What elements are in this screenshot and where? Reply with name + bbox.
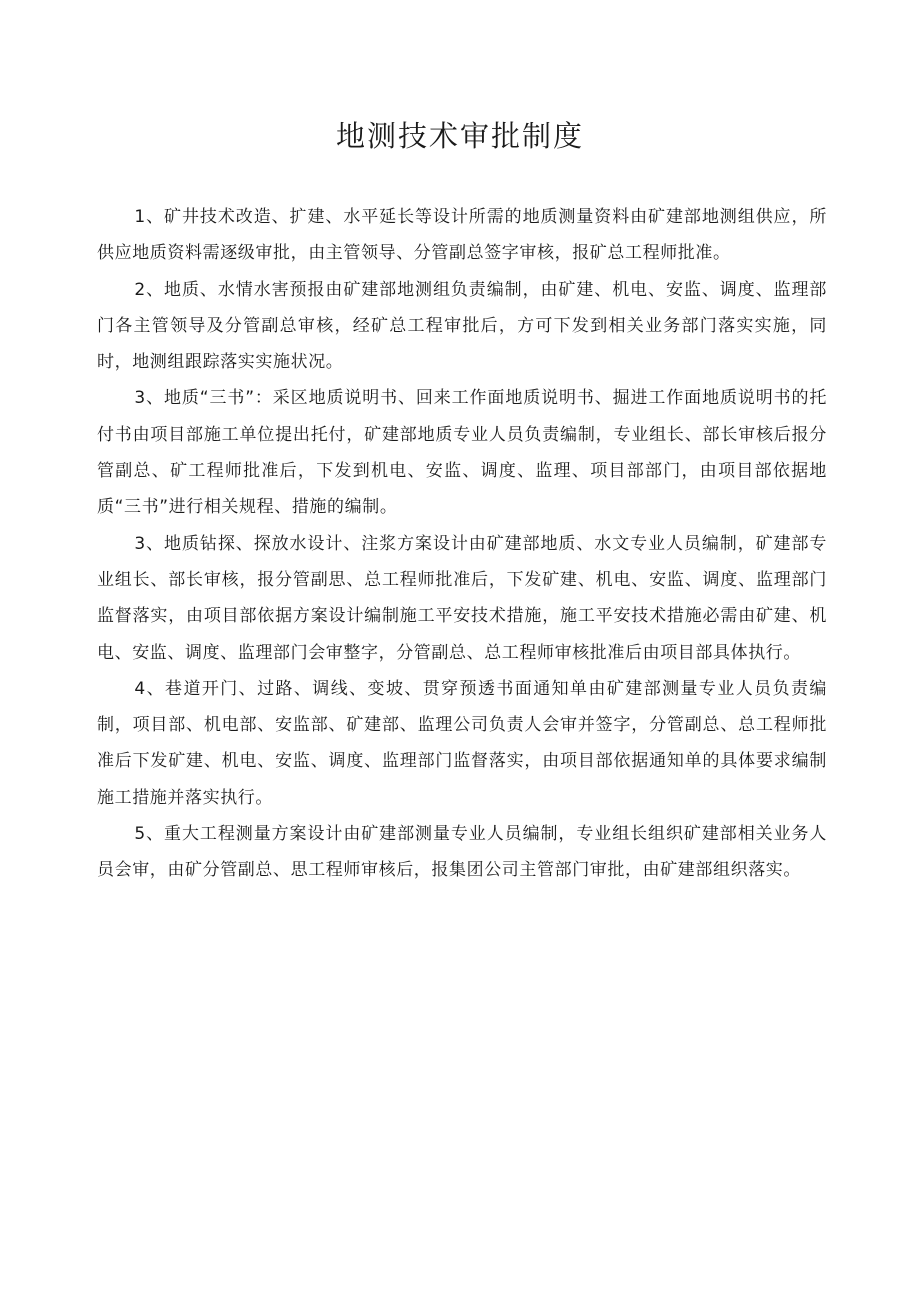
paragraph-5: 4、巷道开门、过路、调线、变坡、贯穿预透书面通知单由矿建部测量专业人员负责编制，项目部、机电部、安监部、矿建部、监理公司负责人会审并签字，分管副总、总工程师批准后下发矿建、机电、安监、调度、监理部门监督落实，由项目部依据通知单的具体要求编制施工措施并落实执行。 — [97, 678, 827, 808]
paragraph-1: 1、矿井技术改造、扩建、水平延长等设计所需的地质测量资料由矿建部地测组供应，所供应地质资料需逐级审批，由主管领导、分管副总签字审核，报矿总工程师批准。 — [97, 207, 827, 264]
paragraph-3: 3、地质“三书”：采区地质说明书、回来工作面地质说明书、掘进工作面地质说明书的托付书由项目部施工单位提出托付，矿建部地质专业人员负责编制，专业组长、部长审核后报分管副总、矿工程师批准后，下发到机电、安监、调度、监理、项目部部门，由项目部依据地质“三书”进行相关规程、措施的编制。 — [97, 388, 827, 518]
document-title: 地测技术审批制度 — [335, 119, 584, 153]
paragraph-4: 3、地质钻探、探放水设计、注浆方案设计由矿建部地质、水文专业人员编制，矿建部专业组长、部长审核，报分管副思、总工程师批准后，下发矿建、机电、安监、调度、监理部门监督落实，由项目部依据方案设计编制施工平安技术措施，施工平安技术措施必需由矿建、机电、安监、调度、监理部门会审整字，分管副总、总工程师审核批准后由项目部具体执行。 — [97, 533, 827, 663]
document-body — [97, 199, 827, 889]
paragraph-2: 2、地质、水情水害预报由矿建部地测组负责编制，由矿建、机电、安监、调度、监理部门各主管领导及分管副总审核，经矿总工程审批后，方可下发到相关业务部门落实实施，同时，地测组跟踪落实实施状况。 — [97, 279, 827, 373]
paragraph-6: 5、重大工程测量方案设计由矿建部测量专业人员编制，专业组长组织矿建部相关业务人员会审，由矿分管副总、思工程师审核后，报集团公司主管部门审批，由矿建部组织落实。 — [97, 824, 827, 881]
